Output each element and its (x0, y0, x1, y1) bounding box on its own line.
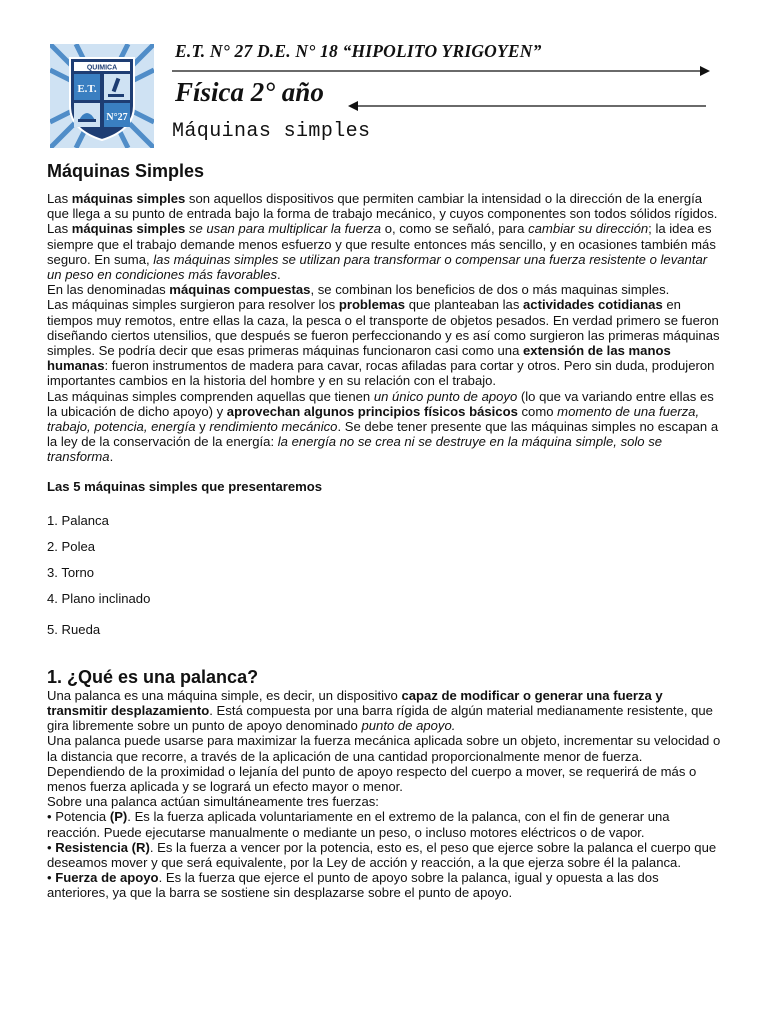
paragraph (47, 764, 723, 794)
emphasis-italic: un único punto de apoyo (373, 388, 518, 404)
arrow-right-icon (172, 65, 710, 77)
paragraph (47, 870, 723, 900)
emphasis-bold: máquinas simples (71, 191, 186, 206)
text-run: como (517, 403, 558, 419)
text-run: Las máquinas simples surgieron para resolver los (47, 297, 339, 313)
list-item: 3. Torno (47, 565, 95, 581)
emphasis-italic: las máquinas simples se utilizan para transformar o compensar una fuerza resistente o levantar un peso en condiciones más favorables (47, 251, 708, 283)
text-run: que planteaban las (405, 297, 524, 313)
list-item: 2. Polea (47, 539, 96, 555)
logo-banner-text: QUIMICA (86, 64, 118, 72)
text-run: Dependiendo de la proximidad o lejanía del punto de apoyo respecto del cuerpo a mover, se requerirá de más o menos fuerza aplicada y se logrará un efecto mayor o menor. (47, 763, 697, 795)
logo-left-text: E.T. (77, 83, 97, 95)
text-run: • (47, 870, 56, 886)
text-run: . Es la fuerza a vencer por la potencia, esto es, el peso que ejerce sobre la palanca el cuerpo que deseamos mover y que será equivalente, por la Ley de acción y reacción, a la que ejerza sobre él la palanca. (47, 839, 717, 871)
paragraph (47, 688, 723, 734)
text-run: • Potencia (47, 809, 110, 825)
list-item: 4. Plano inclinado (47, 591, 151, 607)
text-run: En las denominadas (47, 282, 170, 298)
text-run: Las máquinas simples comprenden aquellas que tienen (47, 388, 374, 404)
paragraph (47, 221, 723, 282)
emphasis-bold: (P) (109, 809, 128, 825)
emphasis-bold: Resistencia (R) (55, 839, 150, 855)
paragraph (47, 794, 723, 809)
text-run: o, como se señaló, para (381, 221, 529, 237)
logo-right-text: N°27 (106, 112, 128, 123)
list-item: 5. Rueda (47, 621, 101, 637)
list-title: Las 5 máquinas simples que presentaremos (47, 478, 323, 494)
text-run: (lo que va variando entre ellas es la ubicación de dicho apoyo) y (47, 388, 714, 419)
emphasis-italic: rendimiento mecánico (209, 419, 338, 435)
text-run: son aquellos dispositivos que permiten cambiar la intensidad o la dirección de la energía que llega a su punto de entrada bajo la forma de trabajo mecánico, y cuyos componentes son todos sólidos rígidos. (47, 191, 718, 222)
course-title: Física 2° año (175, 77, 324, 107)
emphasis-bold: problemas (338, 297, 406, 313)
text-run: . Es la fuerza aplicada voluntariamente en el extremo de la palanca, con el fin de generar una reacción. Puede ejecutarse manualmente o mediante un peso, o incluso motores eléctricos o de vapor. (47, 809, 670, 840)
text-run: ; la idea es siempre que el trabajo demande menos esfuerzo y que resulte entonces más sencillo, y en ocasiones también más seguro. En suma, (47, 221, 716, 267)
text-run: Sobre una palanca actúan simultáneamente tres fuerzas: (47, 794, 379, 810)
paragraph (47, 840, 723, 870)
emphasis-bold: actividades cotidianas (523, 297, 663, 313)
emphasis-italic: se usan para multiplicar la fuerza (185, 221, 382, 237)
arrow-left-icon (348, 100, 706, 112)
subject-title: Máquinas simples (172, 120, 371, 143)
emphasis-bold: máquinas compuestas (169, 282, 311, 298)
emphasis-bold: Fuerza de apoyo (55, 870, 159, 886)
emphasis-bold: aprovechan algunos principios físicos básicos (226, 403, 518, 419)
emphasis-italic: momento de una fuerza, trabajo, potencia, energía (47, 403, 700, 435)
paragraph (47, 733, 723, 763)
text-run: : fueron instrumentos de madera para cavar, rocas afiladas para cortar y otros. Pero sin duda, produjeron importantes cambios en la historia del hombre y en su relación con el trabajo. (47, 358, 715, 389)
emphasis-bold: extensión de las manos humanas (47, 343, 671, 374)
text-run: y (195, 419, 210, 435)
emphasis-bold: capaz de modificar o generar una fuerza y transmitir desplazamiento (47, 687, 663, 718)
machine-list (47, 513, 723, 648)
text-run: en tiempos muy remotos, entre ellas la caza, la pesca o el transporte de objetos pesados. En verdad primero se fueron diseñando ciertos utensilios, que después se fueron perfeccionando y es así como surgieron las primeras máquinas simples. Se podría decir que esas primeras máquinas funcionaron casi como una (47, 297, 720, 359)
document-body (47, 160, 723, 901)
paragraph (47, 282, 723, 297)
school-logo (50, 44, 154, 148)
paragraph (47, 297, 723, 388)
section-heading: 1. ¿Qué es una palanca? (47, 666, 259, 687)
section-heading: Máquinas Simples (47, 161, 205, 181)
text-run: . Es la fuerza que ejerce el punto de apoyo sobre la palanca, igual y opuesta a las dos anteriores, ya que la barra se sostiene sin desplazarse sobre el punto de apoyo. (47, 870, 659, 901)
text-run: Las (47, 221, 72, 237)
list-item: 1. Palanca (47, 512, 109, 528)
text-run: Una palanca puede usarse para maximizar la fuerza mecánica aplicada sobre un objeto, incrementar su velocidad o la distancia que recorre, a través de la aplicación de una cantidad proporcionalmente menor de fuerza. (47, 733, 721, 764)
school-name: E.T. N° 27 D.E. N° 18 “HIPOLITO YRIGOYEN” (175, 41, 542, 61)
text-run: . (277, 267, 281, 283)
paragraph (47, 389, 723, 465)
text-run: . Se debe tener presente que las máquinas simples no escapan a la ley de la conservación de la energía: (47, 419, 719, 450)
text-run: Las (47, 191, 72, 206)
emphasis-italic: punto de apoyo. (361, 718, 456, 734)
paragraph (47, 809, 723, 839)
paragraph (47, 191, 723, 221)
text-run: . Está compuesta por una barra rígida de algún material medianamente resistente, que gira libremente sobre un punto de apoyo denominado (47, 703, 713, 734)
text-run: . (109, 449, 114, 465)
emphasis-italic: cambiar su dirección (528, 221, 649, 237)
text-run: Una palanca es una máquina simple, es decir, un dispositivo (47, 687, 402, 703)
text-run: , se combinan los beneficios de dos o más maquinas simples. (310, 282, 670, 298)
text-run: • (47, 839, 56, 855)
emphasis-bold: máquinas simples (71, 221, 186, 237)
emphasis-italic: la energía no se crea ni se destruye en la máquina simple, solo se transforma (47, 434, 663, 465)
